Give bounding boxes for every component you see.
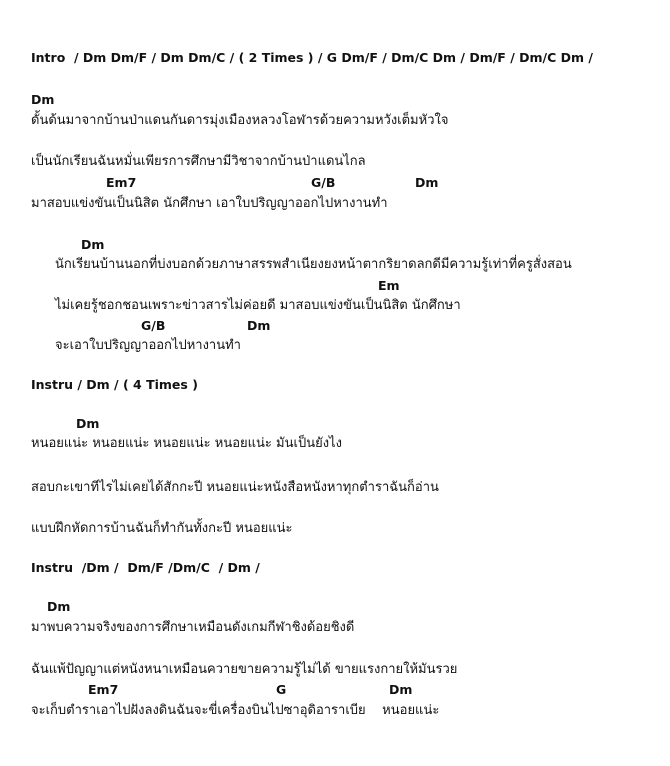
lyric-line: เป็นนักเรียนฉันหมั่นเพียรการศึกษามีวิชาจากบ้านป่าแดนไกล [31,154,366,169]
chord-label: G/B [141,318,166,333]
chord-label: Dm [389,682,413,697]
chord-label: Em [378,278,400,293]
lyric-line: แบบฝึกหัดการบ้านฉันก็ทำกันทั้งกะปี หนอยแน่ะ [31,521,293,536]
lyric-line: สอบกะเขาทีไรไม่เคยได้สักกะปี หนอยแน่ะหนังสือหนังหาทุกตำราฉันก็อ่าน [31,480,439,495]
chord-label: Em7 [88,682,119,697]
lyric-line: ไม่เคยรู้ชอกชอนเพราะข่าวสารไม่ค่อยดี มาสอบแข่งขันเป็นนิสิต นักศึกษา [55,298,461,313]
chord-label: Dm [81,237,105,252]
chord-label: Dm [76,416,100,431]
chord-label: Dm [31,92,55,107]
chord-label: Dm [415,175,439,190]
lyric-line: นักเรียนบ้านนอกที่บ่งบอกด้วยภาษาสรรพสำเนียงยงหน้าตากริยาดลกดีมีความรู้เท่าที่ครูสั่งสอน [55,257,572,272]
chord-label: Dm [247,318,271,333]
lyric-line: ดั้นด้นมาจากบ้านป่าแดนกันดารมุ่งเมืองหลวงโอฬารด้วยความหวังเต็มหัวใจ [31,113,449,128]
section-header: Intro / Dm Dm/F / Dm Dm/C / ( 2 Times ) / G Dm/F / Dm/C Dm / Dm/F / Dm/C Dm / [31,50,593,65]
section-header: Instru / Dm / ( 4 Times ) [31,377,198,392]
chord-label: Em7 [106,175,137,190]
lyric-line: หนอยแน่ะ หนอยแน่ะ หนอยแน่ะ หนอยแน่ะ มันเป็นยังไง [31,436,342,451]
lyric-line: ฉันแพ้ปัญญาแต่หนังหนาเหมือนควายขายความรู้ไม่ได้ ขายแรงกายให้มันรวย [31,662,458,677]
section-header: Instru /Dm / Dm/F /Dm/C / Dm / [31,560,260,575]
lyric-line: มาสอบแข่งขันเป็นนิสิต นักศึกษา เอาใบปริญญาออกไปหางานทำ [31,196,388,211]
chord-label: G/B [311,175,336,190]
chord-label: Dm [47,599,71,614]
lyric-line: มาพบความจริงของการศึกษาเหมือนดังเกมกีฬาชิงด้อยชิงดี [31,620,355,635]
chord-label: G [276,682,287,697]
lyric-line: จะเก็บตำราเอาไปฝังลงดินฉันจะขี่เครื่องบินไปซาอุดิอาราเบีย หนอยแน่ะ [31,703,440,718]
lyric-line: จะเอาใบปริญญาออกไปหางานทำ [55,338,241,353]
